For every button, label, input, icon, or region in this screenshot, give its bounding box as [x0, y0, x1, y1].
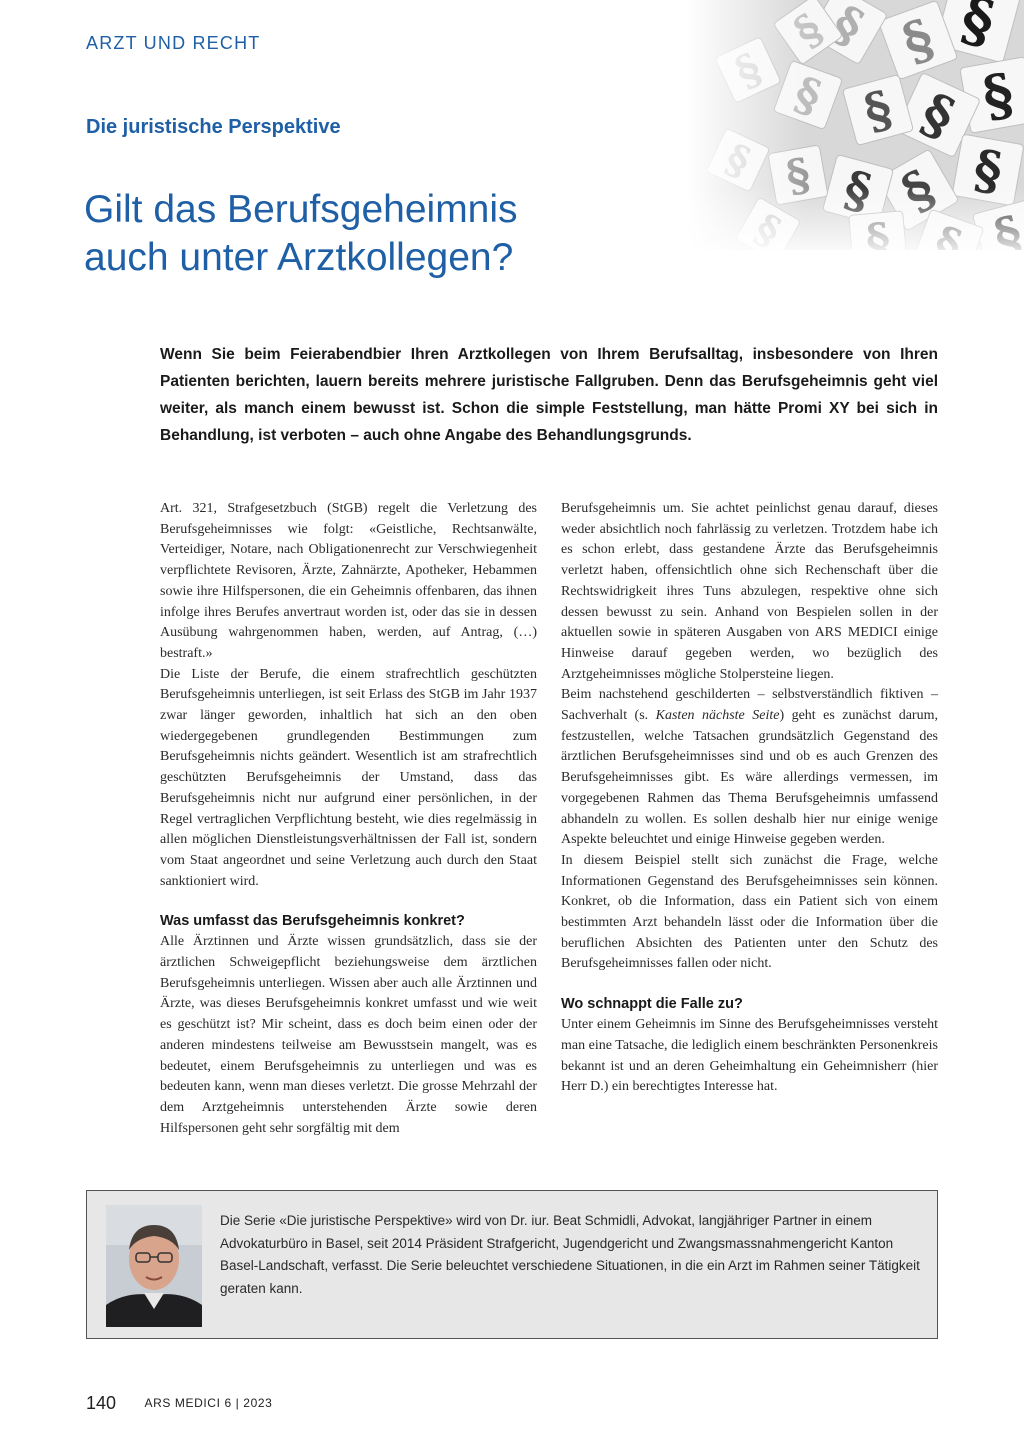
- box-reference: Kasten nächste Seite: [655, 708, 780, 724]
- subheading: Was umfasst das Berufsgeheimnis konkret?: [160, 913, 465, 930]
- series-kicker: Die juristische Perspektive: [86, 116, 341, 138]
- body-paragraph: Alle Ärztinnen und Ärzte wissen grundsätzlich, dass sie der ärztlichen Schweigepflicht beziehungsweise dem ärztlichen Berufsgeheimnis unterliegen. Wissen aber auch alle Ärztinnen und Ärzte, was dieses Berufsgeheimnis konkret umfasst und wie weit es geschützt ist? Mir scheint, dass es doch beim einen oder der anderen mindestens teilweise am Bewusstsein mangelt, was es bedeutet, einem Berufsgeheimnis zu unterliegen und was es bedeuten kann, wenn man dieses verletzt. Die grosse Mehrzahl der dem Arztgeheimnis unterstehenden Ärzte sowie deren Hilfspersonen geht sehr sorgfältig mit dem: [160, 934, 537, 1136]
- body-paragraph: Berufsgeheimnis um. Sie achtet peinlichst genau darauf, dieses weder absichtlich noch fahrlässig zu verletzen. Trotzdem habe ich es schon erlebt, dass gestandene Ärzte das Berufsgeheimnis verletzt haben, offensichtlich ohne sich Rechenschaft über die Rechtswidrigkeit ihres Tuns abzulegen, respektive ohne sich dessen bewusst zu sein. Anhand von Bespielen sollen in der aktuellen sowie in späteren Ausgaben von ARS MEDICI einige Hinweise darauf gegeben werden, wo bezüglich des Arztgeheimnisses mögliche Stolpersteine liegen.: [561, 501, 938, 682]
- body-paragraph: Die Liste der Berufe, die einem strafrechtlich geschützten Berufsgeheimnis unterliegen, ist seit Erlass des StGB im Jahr 1937 zwar länger geworden, inhaltlich hat sich an den oben wiedergegebenen grundlegenden Bestimmungen zum Berufsgeheimnis nichts geändert. Wesentlich ist am strafrechtlich geschützten Berufsgeheimnis der Umstand, dass das Berufsgeheimnis nicht nur aufgrund einer persönlichen, in der Regel vertraglichen Verpflichtung besteht, wie dies regelmässig in allen möglichen Dienstleistungsverhältnissen der Fall ist, sondern vom Staat angeordnet und seine Verletzung auch durch den Staat sanktioniert wird.: [160, 666, 537, 889]
- title-line-2: auch unter Arztkollegen?: [84, 236, 514, 280]
- body-paragraph: In diesem Beispiel stellt sich zunächst die Frage, welche Informationen Gegenstand des Berufsgeheimnisses sein können. Konkret, ob die Information, dass ein Patient sich von einem bestimmten Arzt behandeln lässt oder die Information über die beruflichen Absichten des Patienten unter den Schutz des Berufsgeheimnisses fallen oder nicht.: [561, 852, 938, 972]
- right-column: [561, 499, 938, 1098]
- section-label: ARZT UND RECHT: [86, 33, 261, 53]
- author-info-text: Die Serie «Die juristische Perspektive» wird von Dr. iur. Beat Schmidli, Advokat, langjähriger Partner in einem Advokaturbüro in Basel, seit 2014 Präsident Strafgericht, Jugendgericht und Zwangsmassnahmengericht Kanton Basel-Landschaft, verfasst. Die Serie beleuchtet verschiedene Situationen, in die ein Arzt im Rahmen seiner Tätigkeit geraten kann.: [220, 1213, 920, 1296]
- page-footer: [86, 1393, 272, 1414]
- journal-issue: ARS MEDICI 6 | 2023: [144, 1396, 273, 1410]
- title-line-1: Gilt das Berufsgeheimnis: [84, 188, 518, 232]
- paragraph-signs-image: [688, 0, 1024, 250]
- body-paragraph: Art. 321, Strafgesetzbuch (StGB) regelt die Verletzung des Berufsgeheimnisses wie folgt: «Geistliche, Rechtsanwälte, Verteidiger, Notare, nach Obligationenrecht zur Verschwiegenheit verpflichtete Revisoren, Ärzte, Zahnärzte, Apotheker, Hebammen sowie ihre Hilfspersonen, die ein Geheimnis offenbaren, das ihnen infolge ihres Berufes anvertraut worden ist, oder das sie in dessen Ausübung wahrgenommen haben, werden, auf Antrag, (…) bestraft.»: [160, 501, 537, 661]
- subheading: Wo schnappt die Falle zu?: [561, 996, 743, 1013]
- left-column: [160, 499, 537, 1139]
- page-title: [84, 186, 644, 282]
- author-info-box: [86, 1190, 938, 1339]
- lead-paragraph: Wenn Sie beim Feierabendbier Ihren Arztkollegen von Ihrem Berufsalltag, insbesondere von Ihren Patienten berichten, lauern bereits mehrere juristische Fallgruben. Denn das Berufsgeheimnis geht viel weiter, als manch einem bewusst ist. Schon die simple Feststellung, man hätte Promi XY bei sich in Behandlung, ist verboten – auch ohne Angabe des Behandlungsgrunds.: [160, 346, 938, 444]
- body-paragraph: [561, 685, 938, 851]
- author-photo: [106, 1205, 202, 1327]
- page-number: 140: [86, 1393, 117, 1413]
- body-text: Beim nachstehend geschilderten – selbstverständlich fiktiven – Sachverhalt (s.: [561, 687, 938, 724]
- body-text: ) geht es zunächst darum, festzustellen, welche Tatsachen grundsätzlich Gegenstand des ärztlichen Berufsgeheimnisses sind und ob es auch Grenzen des Berufsgeheimnisses gibt. Es wäre allerdings vermessen, im vorgegebenen Rahmen das Thema Berufsgeheimnis umfassend abhandeln zu wollen. Es sollen deshalb hier nur einige wenige Aspekte beleuchtet und einige Hinweise gegeben werden.: [561, 708, 938, 848]
- body-paragraph: Unter einem Geheimnis im Sinne des Berufsgeheimnisses versteht man eine Tatsache, die lediglich einem beschränkten Personenkreis bekannt ist und an deren Geheimhaltung ein Geheimnisherr (hier Herr D.) ein berechtigtes Interesse hat.: [561, 1017, 938, 1095]
